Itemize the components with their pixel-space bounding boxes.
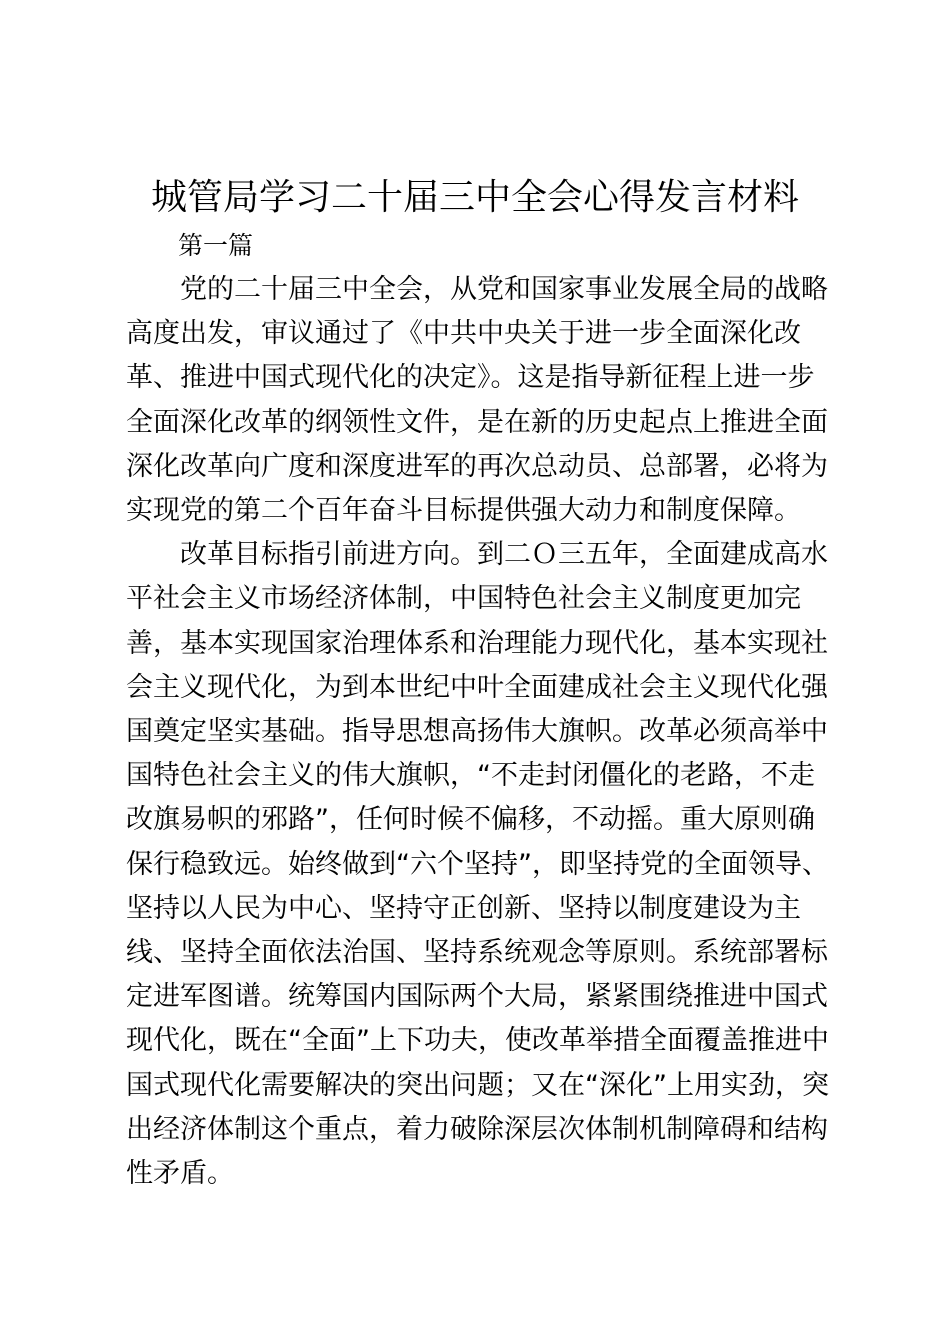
document-body [126,268,836,1196]
paragraph-2: 改革目标指引前进方向。到二Ｏ三五年，全面建成高水平社会主义市场经济体制，中国特色社会主义制度更加完善，基本实现国家治理体系和治理能力现代化，基本实现社会主义现代化，为到本世纪中叶全面建成社会主义现代化强国奠定坚实基础。指导思想高扬伟大旗帜。改革必须高举中国特色社会主义的伟大旗帜，“不走封闭僵化的老路，不走改旗易帜的邪路”，任何时候不偏移，不动摇。重大原则确保行稳致远。始终做到“六个坚持”，即坚持党的全面领导、坚持以人民为中心、坚持守正创新、坚持以制度建设为主线、坚持全面依法治国、坚持系统观念等原则。系统部署标定进军图谱。统筹国内国际两个大局，紧紧围绕推进中国式现代化，既在“全面”上下功夫，使改革举措全面覆盖推进中国式现代化需要解决的突出问题；又在“深化”上用实劲，突出经济体制这个重点，着力破除深层次体制机制障碍和结构性矛盾。 [126,539,829,1190]
paragraph-1: 党的二十届三中全会，从党和国家事业发展全局的战略高度出发，审议通过了《中共中央关于进一步全面深化改革、推进中国式现代化的决定》。这是指导新征程上进一步全面深化改革的纲领性文件，是在新的历史起点上推进全面深化改革向广度和深度进军的再次总动员、总部署，必将为实现党的第二个百年奋斗目标提供强大动力和制度保障。 [126,274,828,527]
section-label: 第一篇 [178,231,254,260]
document-title: 城管局学习二十届三中全会心得发言材料 [150,177,799,218]
